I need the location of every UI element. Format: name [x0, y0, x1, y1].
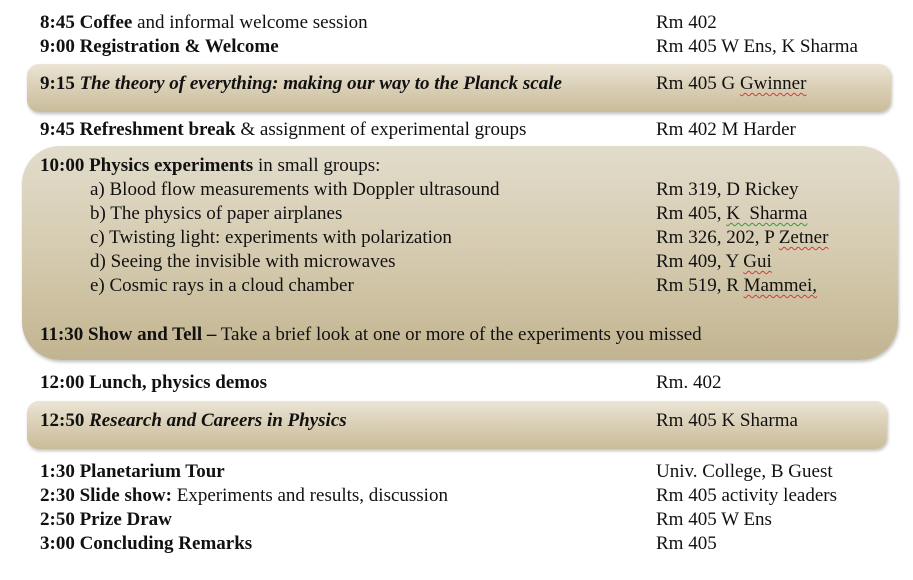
time: 9:15: [40, 73, 75, 94]
schedule-row: [40, 11, 900, 35]
speaker-name: Mammei,: [743, 275, 817, 296]
schedule-row: [40, 154, 900, 178]
event-detail: & assignment of experimental groups: [235, 119, 527, 140]
time: 12:50: [40, 410, 85, 431]
room: Rm 405, K Sharma: [656, 203, 808, 224]
event-title: Coffee: [79, 12, 133, 33]
event-detail: and informal welcome session: [132, 12, 368, 33]
event-title: Refreshment break: [79, 119, 236, 140]
schedule-row: [40, 35, 900, 59]
room: Rm 402: [656, 12, 717, 33]
room: Rm 326, 202, P Zetner: [656, 227, 829, 248]
room: Rm 319, D Rickey: [656, 179, 799, 200]
time: 2:50: [40, 509, 75, 530]
event-detail: Experiments and results, discussion: [171, 485, 448, 506]
event-title: Research and Careers in Physics: [89, 410, 347, 431]
event-title: Show and Tell –: [88, 324, 217, 345]
experiment-item: [40, 274, 900, 298]
room: Univ. College, B Guest: [656, 461, 833, 482]
time: 1:30: [40, 461, 75, 482]
room: Rm 519, R Mammei,: [656, 275, 817, 296]
event-title: Physics experiments: [89, 155, 254, 176]
room: Rm 405 W Ens: [656, 509, 772, 530]
event-title: The theory of everything: making our way to the Planck scale: [79, 73, 562, 94]
room: Rm 405 K Sharma: [656, 410, 798, 431]
speaker-name: Zetner: [778, 227, 829, 248]
experiment-label: c) Twisting light: experiments with polarization: [90, 227, 452, 248]
experiment-label: e) Cosmic rays in a cloud chamber: [90, 275, 354, 296]
speaker-name: Gwinner: [739, 73, 807, 94]
room: Rm 405: [656, 533, 717, 554]
event-title: Registration & Welcome: [79, 36, 279, 57]
experiment-label: d) Seeing the invisible with microwaves: [90, 251, 396, 272]
event-title: Lunch, physics demos: [89, 372, 267, 393]
room: Rm 402 M Harder: [656, 119, 796, 140]
event-detail: Take a brief look at one or more of the experiments you missed: [216, 324, 702, 345]
experiment-label: a) Blood flow measurements with Doppler ultrasound: [90, 179, 500, 200]
schedule-row: [40, 118, 900, 142]
schedule-row: [40, 532, 900, 556]
schedule-row: [40, 72, 900, 96]
schedule-row: [40, 508, 900, 532]
event-title: Prize Draw: [79, 509, 172, 530]
schedule-row: [40, 460, 900, 484]
time: 12:00: [40, 372, 85, 393]
time: 8:45: [40, 12, 75, 33]
time: 2:30: [40, 485, 75, 506]
schedule-row: [40, 484, 900, 508]
room: Rm 405 activity leaders: [656, 485, 837, 506]
experiment-item: [40, 178, 900, 202]
room: Rm 405 G Gwinner: [656, 73, 807, 94]
event-title: Slide show:: [79, 485, 172, 506]
event-title: Concluding Remarks: [79, 533, 253, 554]
event-title: Planetarium Tour: [79, 461, 225, 482]
room: Rm 409, Y Gui: [656, 251, 772, 272]
speaker-name: K Sharma: [726, 203, 808, 224]
experiment-label: b) The physics of paper airplanes: [90, 203, 343, 224]
schedule-row: [40, 371, 900, 395]
experiment-item: [40, 250, 900, 274]
time: 9:00: [40, 36, 75, 57]
experiment-item: [40, 202, 900, 226]
speaker-name: Rickey: [744, 179, 799, 200]
speaker-name: Gui: [743, 251, 772, 272]
event-detail: in small groups:: [253, 155, 381, 176]
time: 9:45: [40, 119, 75, 140]
schedule-row: [40, 323, 900, 347]
time: 10:00: [40, 155, 85, 176]
experiment-item: [40, 226, 900, 250]
room: Rm. 402: [656, 372, 722, 393]
schedule-row: [40, 409, 900, 433]
time: 11:30: [40, 324, 84, 345]
room: Rm 405 W Ens, K Sharma: [656, 36, 858, 57]
time: 3:00: [40, 533, 75, 554]
